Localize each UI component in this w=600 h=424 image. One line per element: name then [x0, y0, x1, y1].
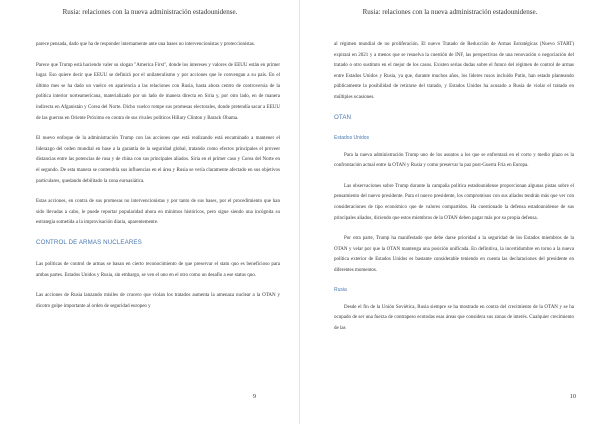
running-header: Rusia: relaciones con la nueva administración estadounidense.	[362, 8, 538, 16]
paragraph: El nuevo enfoque de la administración Trump con las acciones que está realizando está encaminado a mantener el liderazgo del orden mundial en base a la garantía de la seguridad global, tratando como efectos principales el proveer distancias entre las potencias de rusa y de china con sus principales aliados. Siria en el primer caso y Corea del Norte en el segundo. De esta manera se contendría sus influencias en el área y Rusia se vería claramente afectado en sus objetivos particulares, quedando debilitado la zona euroasiática.	[36, 136, 280, 184]
right-page-body	[334, 40, 574, 344]
page-number: 10	[570, 394, 576, 400]
running-header: Rusia: relaciones con la nueva administración estadounidense.	[62, 8, 238, 16]
section-heading-arms-control: CONTROL DE ARMAS NUCLEARES	[36, 238, 142, 246]
paragraph: Desde el fin de la Unión Soviética, Rusia siempre se ha mostrado en contra del crecimiento de la OTAN y se ha ocupado de ser una fuerza de contrapeso ecotodas esas áreas que considera sus zonas de interés. Cualquier crecimiento de las	[334, 304, 574, 331]
subheading-rusia: Rusia	[334, 286, 347, 293]
paragraph: Las acciones de Rusia lanzando misiles de crucero que violan los tratados aumenta la amenaza nuclear a la OTAN y dicotro golpe importante al orden de seguridad europeo y	[36, 293, 280, 309]
paragraph: parece pensada, dado que ha de responder internamente ante una bases no intervencionistas y proteccionistas.	[36, 42, 256, 47]
subheading-estados-unidos: Estados Unidos	[334, 134, 370, 141]
paragraph: Las políticas de control de armas se basan en cierto reconocimiento de que preservar el statu quo es beneficioso para ambas partes. Estados Unidos y Rusia, sin embargo, se ven el uno en el otro como un desafío a ese status quo.	[36, 261, 280, 278]
paragraph: Las observaciones sobre Trump durante la campaña política estadounidense proporcionan algunas pistas sobre el pensamiento del nuevo presidente. Para el nuevo presidente, los compromisos con sus aliados tendrán más que ver con consideraciones de tipo económico que de valores compartidos. Ha cuestionado la defensa estadounidense de sus principales aliados, diciendo que estos miembros de la OTAN deben pagar más por su propia defensa.	[334, 183, 574, 221]
page-number: 9	[253, 394, 256, 400]
paragraph: al régimen mundial de no proliferación. El nuevo Tratado de Reducción de Armas Estratégicas (Nuevo START) expirará en 2021 y a menos que se resuelva la cuestión de INF, las perspectivas de una renovación o negociación del tratado o otro sustituto en el mejor de los casos. Existen serias dudas sobre el futuro del régimen de control de armas entre Estados Unidos y Rusia, ya que, durante muchos años, los líderes rusos incluido Putin, han estado planteando públicamente la posibilidad de retirarse del tratado, y Estados Unidos ha acusado a Rusia de violar el tratado en múltiples ocasiones.	[334, 42, 574, 100]
paragraph: Estas acciones, en contra de sus promesas no intervencionistas y por tanto de sus bases, por el procedimiento que han sido llevadas a cabo, le puede reportar popularidad ahora en mínimos históricos, pero sigue siendo una incógnita su estrategia sometida a la improvisación diaria, aparentemente.	[36, 199, 280, 226]
paragraph: Parece que Trump está haciendo valer su slogan "America First", donde los intereses y valores de EEUU están en primer lugar. Eso quiere decir que EEUU se definirá por el unilateralismo y por acciones que le convengan a su país. En el último mes se ha dado un vuelco en apariencia a las relaciones con Rusia, hasta ahora centro de controversia de la política interior norteamericana, materializado por un lado de manera directa en Siria y, por otro lado, en de manera indirecta en Afganistán y Corea del Norte. Dicho vuelco rompe sus promesas electorales, donde pretendía sacar a EEUU de las guerras en Oriente Próximo en contra de sus rivales políticos Hillary Clinton y Barack Obama.	[36, 62, 280, 121]
left-page-body	[36, 40, 280, 322]
paragraph: Por otra parte, Trump ha manifestado que debe darse prioridad a la seguridad de los Estados miembros de la OTAN y velar por que la OTAN mantenga una posición unificada. En definitiva, la incertidumbre en torno a la nueva política exterior de Estados Unidos es bastante considerable teniendo en cuenta las declaraciones del presidente en diferentes momentos.	[334, 236, 574, 273]
paragraph: Para la nueva administración Trump uno de los asuntos a los que se enfrentará en el corto y medio plazo es la confrontación actual entre la OTAN y Rusia y como preservar la paz post-Guerra Fría en Europa.	[334, 152, 574, 169]
section-heading-otan: OTAN	[334, 113, 352, 121]
right-page	[300, 0, 600, 424]
